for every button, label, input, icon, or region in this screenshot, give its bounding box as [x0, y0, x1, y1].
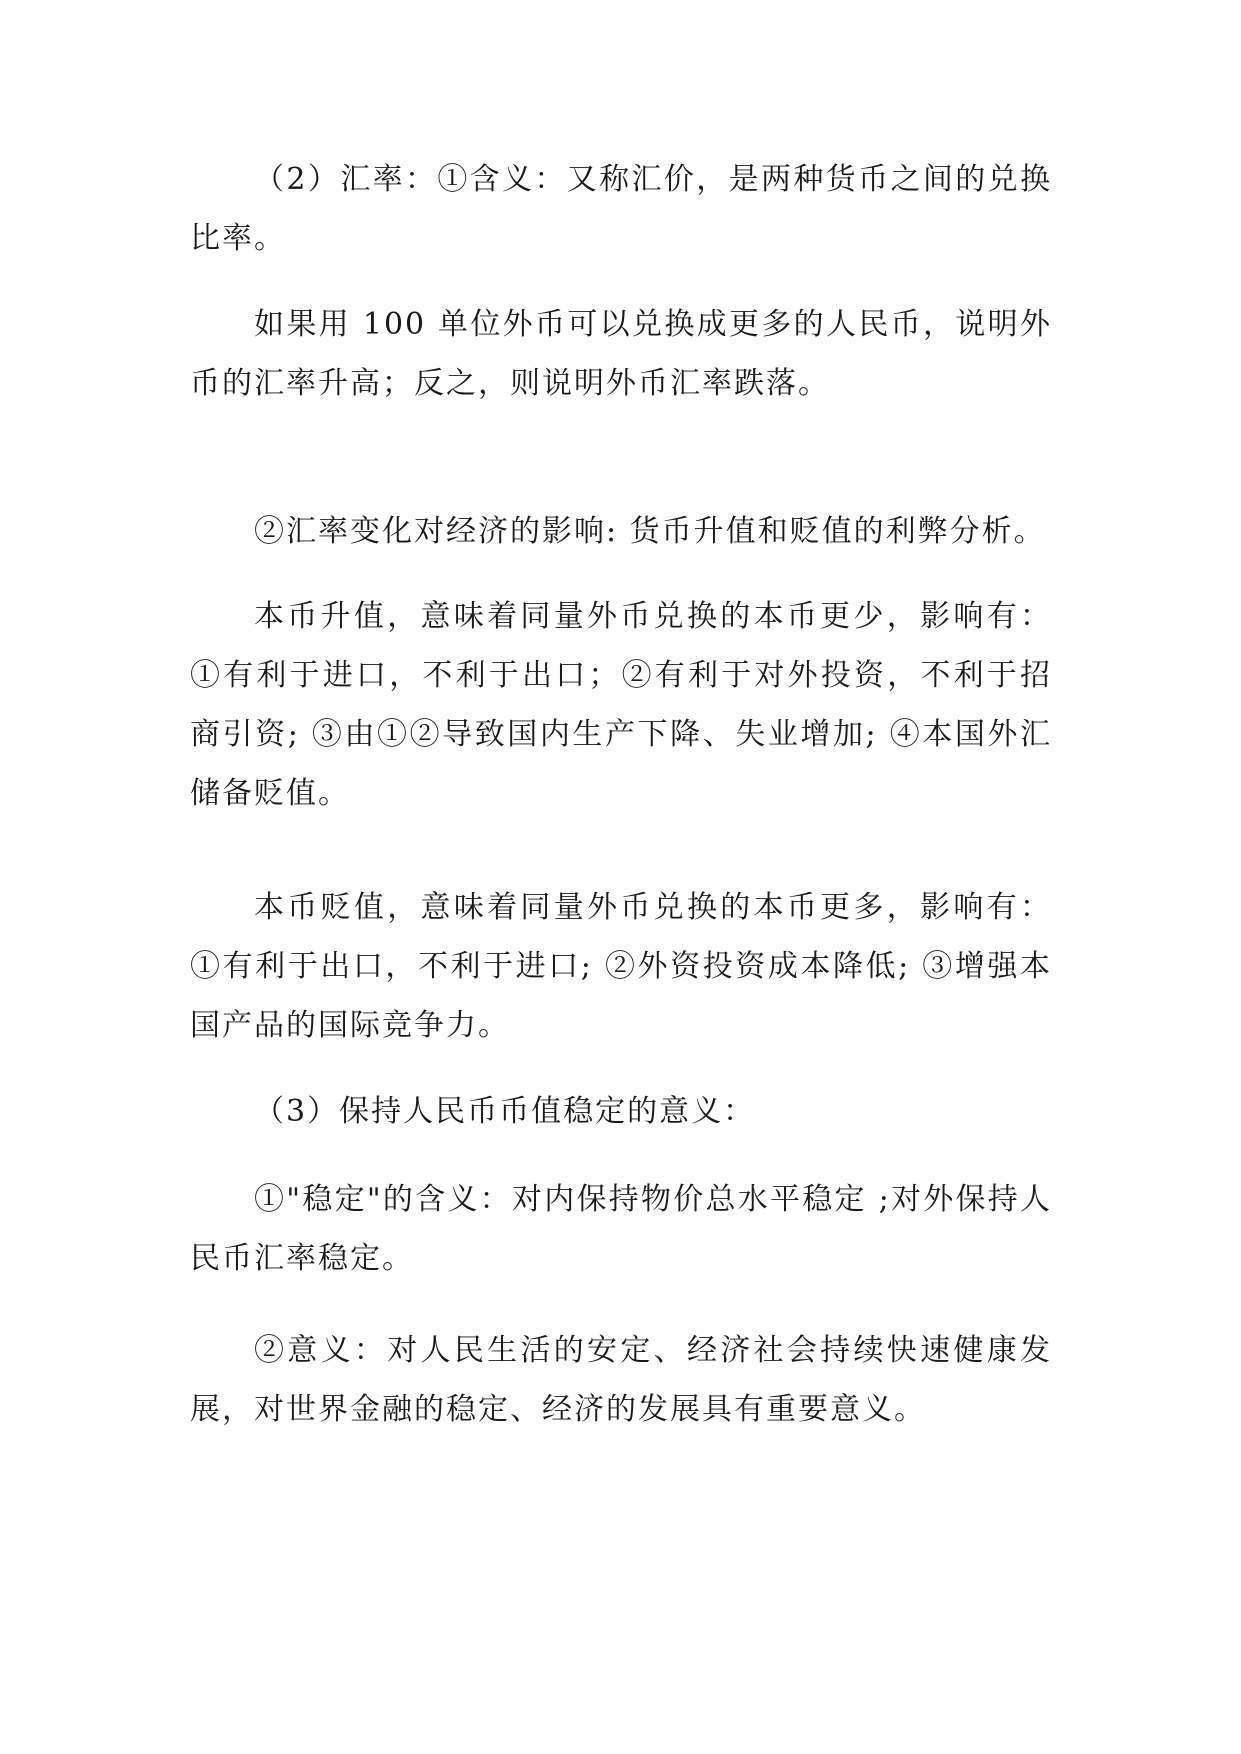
paragraph-exchange-rate-definition: （2）汇率：①含义：又称汇价，是两种货币之间的兑换比率。 — [190, 162, 1052, 256]
paragraph-exchange-rate-impact: ②汇率变化对经济的影响: 货币升值和贬值的利弊分析。 — [254, 514, 1046, 549]
paragraph-exchange-rate-example: 如果用 100 单位外币可以兑换成更多的人民币，说明外币的汇率升高；反之，则说明外币汇率跌落。 — [190, 307, 1052, 401]
paragraph-stability-meaning: ①"稳定"的含义：对内保持物价总水平稳定 ;对外保持人民币汇率稳定。 — [190, 1182, 1052, 1276]
paragraph-depreciation: 本币贬值，意味着同量外币兑换的本币更多，影响有：①有利于出口，不利于进口; ②外资投资成本降低; ③增强本国产品的国际竞争力。 — [190, 890, 1052, 1043]
paragraph-stability-significance: ②意义：对人民生活的安定、经济社会持续快速健康发展，对世界金融的稳定、经济的发展具有重要意义。 — [190, 1333, 1052, 1427]
paragraph-appreciation: 本币升值，意味着同量外币兑换的本币更少，影响有：①有利于进口，不利于出口；②有利于对外投资，不利于招商引资; ③由①②导致国内生产下降、失业增加; ④本国外汇储备贬值。 — [190, 599, 1052, 811]
paragraph-rmb-stability-heading: （3）保持人民币币值稳定的意义： — [254, 1094, 756, 1129]
